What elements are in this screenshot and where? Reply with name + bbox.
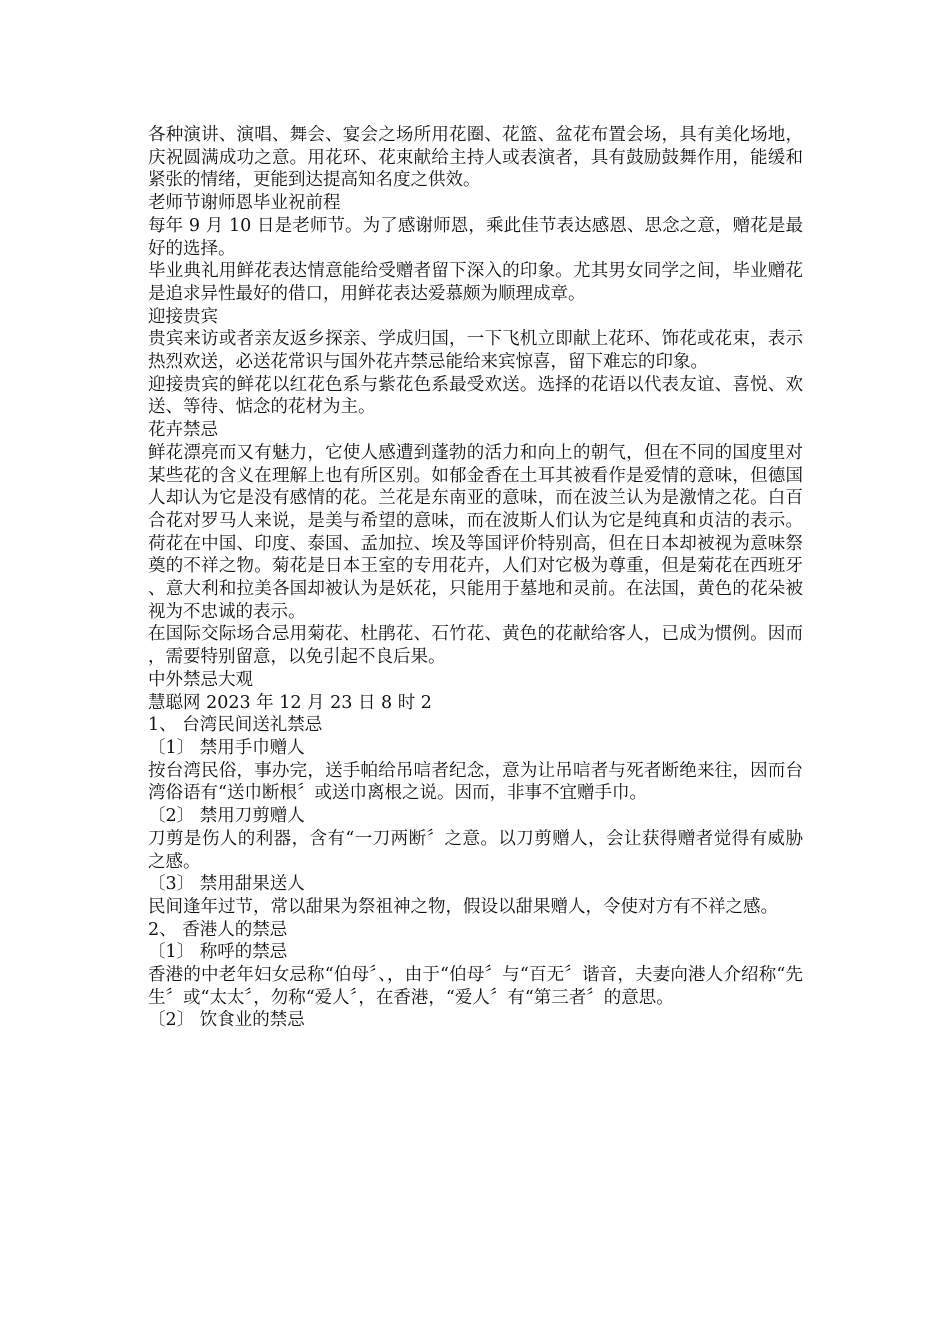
- paragraph-towel: 按台湾民俗，事办完，送手帕给吊唁者纪念，意为让吊唁者与死者断绝来往，因而台湾俗语有“送巾断根〞或送巾离根之说。因而，非事不宜赠手巾。: [148, 760, 803, 804]
- heading-teachers-day: 老师节谢师恩毕业祝前程: [148, 193, 341, 214]
- heading-taboos-overview: 中外禁忌大观: [148, 669, 253, 690]
- heading-flower-taboos: 花卉禁忌: [148, 420, 218, 441]
- paragraph-venue-flowers: 各种演讲、演唱、舞会、宴会之场所用花圈、花篮、盆花布置会场，具有美化场地，庆祝圆满成功之意。用花环、花束献给主持人或表演者，具有鼓励鼓舞作用，能缓和紧张的情绪，更能到达提高知名度之供效。: [148, 125, 803, 191]
- heading-hongkong-taboos: 2、 香港人的禁忌: [148, 919, 288, 940]
- subheading-catering-taboos: 〔2〕 饮食业的禁忌: [148, 1010, 305, 1031]
- subheading-knife-scissors: 〔2〕 禁用刀剪赠人: [148, 806, 305, 827]
- paragraph-sweet-fruit: 民间逢年过节，常以甜果为祭祖神之物，假设以甜果赠人，令使对方有不祥之感。: [148, 896, 778, 917]
- subheading-address-taboos: 〔1〕 称呼的禁忌: [148, 942, 288, 963]
- heading-taiwan-gift-taboos: 1、 台湾民间送礼禁忌: [148, 715, 323, 736]
- paragraph-guests-colors: 迎接贵宾的鲜花以红花色系与紫花色系最受欢送。选择的花语以代表友谊、喜悦、欢送、等待、惦念的花材为主。: [148, 374, 803, 418]
- paragraph-graduation: 毕业典礼用鲜花表达情意能给受赠者留下深入的印象。尤其男女同学之间，毕业赠花是追求异性最好的借口，用鲜花表达爱慕颇为顺理成章。: [148, 261, 803, 304]
- paragraph-teachers-day: 每年 9 月 10 日是老师节。为了感谢师恩，乘此佳节表达感恩、思念之意，赠花是最好的选择。: [148, 215, 803, 259]
- paragraph-knife-scissors: 刀剪是伤人的利器，含有“一刀两断〞之意。以刀剪赠人，会让获得赠者觉得有威胁之感。: [148, 828, 803, 872]
- paragraph-address-taboos: 香港的中老年妇女忌称“伯母〞、，由于“伯母〞与“百无〞谐音，夫妻向港人介绍称“先生〞或“太太〞，勿称“爱人〞，在香港，“爱人〞有“第三者〞的意思。: [148, 965, 803, 1008]
- document-body: [148, 124, 803, 1032]
- subheading-sweet-fruit: 〔3〕 禁用甜果送人: [148, 874, 305, 895]
- subheading-towel: 〔1〕 禁用手巾赠人: [148, 737, 305, 758]
- paragraph-guests-arrival: 贵宾来访或者亲友返乡探亲、学成归国，一下飞机立即献上花环、饰花或花束，表示热烈欢送，必送花常识与国外花卉禁忌能给来宾惊喜，留下难忘的印象。: [148, 329, 803, 373]
- paragraph-flower-meanings: 鲜花漂亮而又有魅力，它使人感遭到蓬勃的活力和向上的朝气，但在不同的国度里对某些花的含义在理解上也有所区别。如郁金香在土耳其被看作是爱情的意味，但德国人却认为它是没有感情的花。兰花是东南亚的意味，而在波兰认为是激情之花。白百合花对罗马人来说，是美与希望的意味，而在波斯人们认为它是纯真和贞洁的表示。荷花在中国、印度、泰国、孟加拉、埃及等国评价特别高，但在日本却被视为意味祭奠的不祥之物。菊花是日本王室的专用花卉，人们对它极为尊重，但是菊花在西班牙、意大利和拉美各国却被认为是妖花，只能用于墓地和灵前。在法国，黄色的花朵被视为不忠诚的表示。: [148, 442, 803, 622]
- heading-welcome-guests: 迎接贵宾: [148, 306, 218, 327]
- source-dateline: 慧聪网 2023 年 12 月 23 日 8 时 2: [148, 692, 432, 713]
- paragraph-international-taboos: 在国际交际场合忌用菊花、杜鹃花、石竹花、黄色的花献给客人，已成为惯例。因而，需要特别留意，以免引起不良后果。: [148, 624, 803, 668]
